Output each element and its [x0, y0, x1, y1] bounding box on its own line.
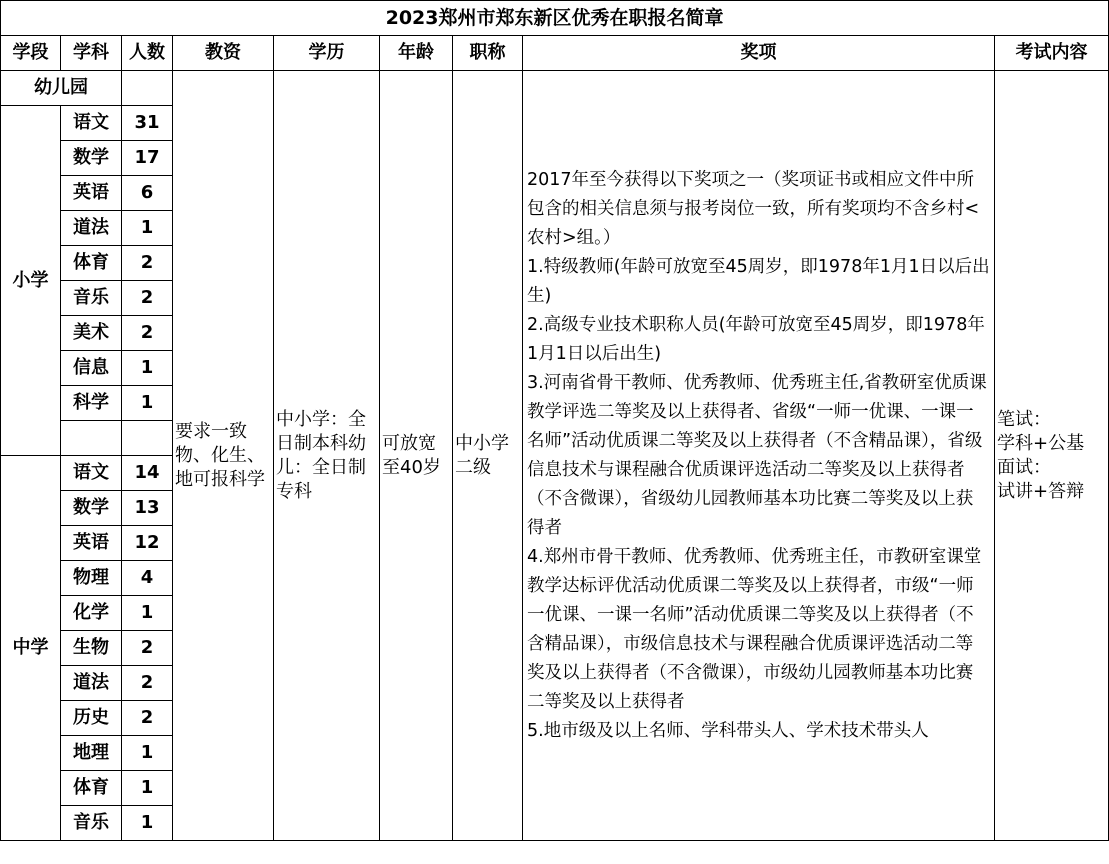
age-cell: 可放宽至40岁: [380, 71, 453, 841]
header-count: 人数: [122, 36, 173, 71]
subject-cell: 物理: [61, 561, 122, 596]
page-title: 2023郑州市郑东新区优秀在职报名简章: [1, 1, 1109, 36]
count-cell: 13: [122, 491, 173, 526]
count-cell: 1: [122, 806, 173, 841]
subject-cell: 英语: [61, 526, 122, 561]
exam-interview-label: 面试：: [997, 456, 1051, 478]
exam-written-label: 笔试：: [997, 408, 1051, 430]
awards-item-4: 4.郑州市骨干教师、优秀教师、优秀班主任，市教研室课堂教学达标评优活动优质课二等奖及以上获得者，市级“一师一优课、一课一名师”活动优质课二等奖及以上获得者（不含精品课），市级信息技术与课程融合优质课评选活动二等奖及以上获得者（不含微课），市级幼儿园教师基本功比赛二等奖及以上获得者: [527, 546, 982, 712]
exam-interview: 试讲+答辩: [997, 480, 1085, 502]
header-stage: 学段: [1, 36, 61, 71]
count-cell: 2: [122, 666, 173, 701]
subject-cell: 化学: [61, 596, 122, 631]
subject-cell: 音乐: [61, 281, 122, 316]
awards-item-2: 2.高级专业技术职称人员(年龄可放宽至45周岁，即1978年1月1日以后出生): [527, 314, 985, 364]
subject-cell: 道法: [61, 666, 122, 701]
subject-cell: 音乐: [61, 806, 122, 841]
header-awards: 奖项: [523, 36, 995, 71]
kindergarten-stage: 幼儿园: [1, 71, 122, 106]
awards-intro: 2017年至今获得以下奖项之一（奖项证书或相应文件中所包含的相关信息须与报考岗位一致，所有奖项均不含乡村<农村>组。）: [527, 169, 980, 248]
subject-cell: 道法: [61, 211, 122, 246]
count-cell: 1: [122, 736, 173, 771]
count-cell: 2: [122, 701, 173, 736]
education-cell: 中小学：全日制本科幼儿：全日制专科: [274, 71, 380, 841]
count-cell: 6: [122, 176, 173, 211]
rank-cell: 中小学二级: [453, 71, 523, 841]
kindergarten-count: [122, 71, 173, 106]
count-cell: 2: [122, 246, 173, 281]
subject-cell: 英语: [61, 176, 122, 211]
awards-item-5: 5.地市级及以上名师、学科带头人、学术技术带头人: [527, 720, 929, 741]
count-cell: 31: [122, 106, 173, 141]
empty-count-cell: [122, 421, 173, 456]
subject-cell: 生物: [61, 631, 122, 666]
exam-cell: [995, 71, 1109, 841]
awards-cell: [523, 71, 995, 841]
count-cell: 17: [122, 141, 173, 176]
count-cell: 4: [122, 561, 173, 596]
certificate-cell: 要求一致物、化生、地可报科学: [173, 71, 274, 841]
middle-stage: 中学: [1, 456, 61, 841]
count-cell: 2: [122, 631, 173, 666]
subject-cell: 美术: [61, 316, 122, 351]
count-cell: 1: [122, 351, 173, 386]
subject-cell: 信息: [61, 351, 122, 386]
subject-cell: 地理: [61, 736, 122, 771]
awards-item-1: 1.特级教师(年龄可放宽至45周岁，即1978年1月1日以后出生): [527, 256, 990, 306]
header-rank: 职称: [453, 36, 523, 71]
subject-cell: 语文: [61, 106, 122, 141]
subject-cell: 语文: [61, 456, 122, 491]
header-age: 年龄: [380, 36, 453, 71]
subject-cell: 历史: [61, 701, 122, 736]
header-education: 学历: [274, 36, 380, 71]
count-cell: 1: [122, 211, 173, 246]
subject-cell: 体育: [61, 246, 122, 281]
header-subject: 学科: [61, 36, 122, 71]
empty-subject-cell: [61, 421, 122, 456]
count-cell: 1: [122, 771, 173, 806]
count-cell: 2: [122, 281, 173, 316]
count-cell: 1: [122, 596, 173, 631]
subject-cell: 体育: [61, 771, 122, 806]
primary-stage: 小学: [1, 106, 61, 456]
count-cell: 14: [122, 456, 173, 491]
header-exam: 考试内容: [995, 36, 1109, 71]
subject-cell: 数学: [61, 141, 122, 176]
count-cell: 1: [122, 386, 173, 421]
subject-cell: 数学: [61, 491, 122, 526]
header-certificate: 教资: [173, 36, 274, 71]
exam-written: 学科+公基: [997, 432, 1085, 454]
count-cell: 12: [122, 526, 173, 561]
count-cell: 2: [122, 316, 173, 351]
subject-cell: 科学: [61, 386, 122, 421]
awards-item-3: 3.河南省骨干教师、优秀教师、优秀班主任,省教研室优质课教学评选二等奖及以上获得者、省级“一师一优课、一课一名师”活动优质课二等奖及以上获得者（不含精品课），省级信息技术与课程融合优质课评选活动二等奖及以上获得者（不含微课），省级幼儿园教师基本功比赛二等奖及以上获得者: [527, 372, 987, 538]
